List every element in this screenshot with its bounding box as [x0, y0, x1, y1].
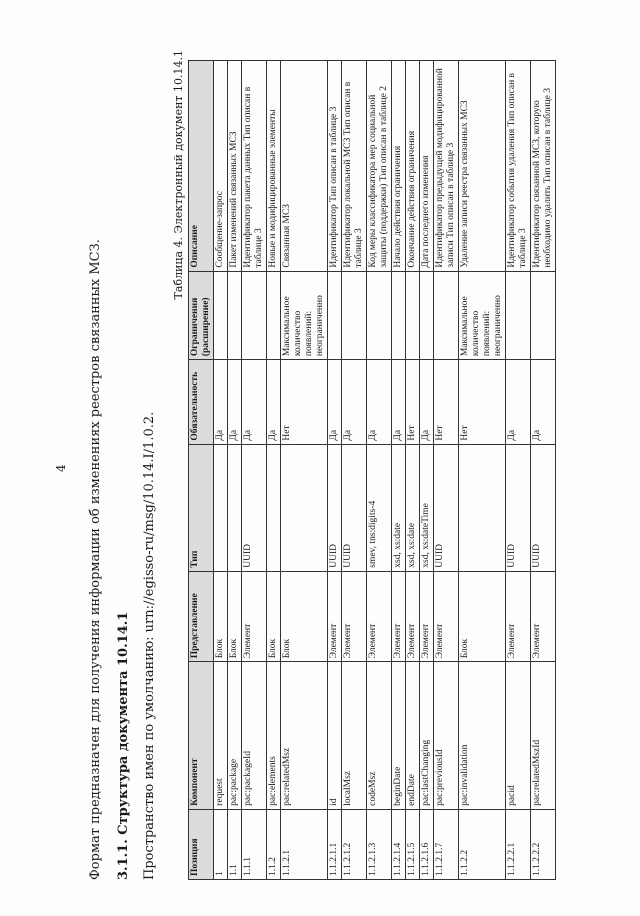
cell-required: Да: [392, 360, 406, 444]
cell-restrictions: [328, 271, 342, 360]
cell-position: 1.1.2.2: [459, 809, 506, 879]
cell-component: pac:invalidation: [459, 662, 506, 810]
cell-component: pac:packageId: [242, 662, 267, 810]
cell-component: pac:relatedMszId: [531, 662, 556, 810]
cell-position: 1.1.2.1.5: [406, 809, 420, 879]
cell-position: 1.1.2.1.6: [420, 809, 434, 879]
cell-position: 1.1.2.1.7: [434, 809, 459, 879]
cell-representation: Элемент: [392, 571, 406, 662]
cell-representation: Блок: [214, 571, 228, 662]
cell-restrictions: [531, 271, 556, 360]
cell-required: Да: [367, 360, 392, 444]
cell-type: xsd, xs:date: [406, 444, 420, 571]
cell-representation: Элемент: [531, 571, 556, 662]
cell-position: 1.1.1: [242, 809, 267, 879]
cell-position: 1.1: [228, 809, 242, 879]
table-row: [267, 61, 281, 880]
cell-required: Да: [267, 360, 281, 444]
cell-required: Нет: [281, 360, 328, 444]
cell-required: Да: [214, 360, 228, 444]
cell-type: [214, 444, 228, 571]
cell-type: UUID: [506, 444, 531, 571]
cell-description: Новые и модифицированные элементы: [267, 61, 281, 272]
cell-required: Да: [228, 360, 242, 444]
cell-component: codeMsz: [367, 662, 392, 810]
cell-position: 1.1.2.1.3: [367, 809, 392, 879]
cell-component: endDate: [406, 662, 420, 810]
cell-position: 1.1.2: [267, 809, 281, 879]
intro-paragraph: Формат предназначен для получения информации об изменениях реестров связанных МСЗ.: [88, 239, 103, 880]
cell-position: 1.1.2.2.2: [531, 809, 556, 879]
cell-restrictions: [367, 271, 392, 360]
cell-component: beginDate: [392, 662, 406, 810]
cell-description: Связанная МСЗ: [281, 61, 328, 272]
section-heading: 3.1.1. Структура документа 10.14.1: [116, 611, 131, 880]
cell-representation: Блок: [228, 571, 242, 662]
cell-representation: Элемент: [367, 571, 392, 662]
cell-type: UUID: [342, 444, 367, 571]
cell-component: pac:relatedMsz: [281, 662, 328, 810]
cell-description: Идентификатор предыдущей модифицированной записи Тип описан в таблице 3: [434, 61, 459, 272]
table-row: [228, 61, 242, 880]
cell-component: pac:previousId: [434, 662, 459, 810]
table-row: [342, 61, 367, 880]
cell-type: UUID: [242, 444, 267, 571]
cell-description: Сообщение-запрос: [214, 61, 228, 272]
cell-component: pac:package: [228, 662, 242, 810]
cell-position: 1.1.2.2.1: [506, 809, 531, 879]
cell-type: UUID: [328, 444, 342, 571]
table-row: [531, 61, 556, 880]
header-restrictions: Ограничения (расширение): [189, 271, 214, 360]
cell-representation: Элемент: [328, 571, 342, 662]
cell-description: Удаление записи реестра связанных МСЗ: [459, 61, 506, 272]
cell-component: localMsz: [342, 662, 367, 810]
cell-representation: Блок: [267, 571, 281, 662]
table-caption: Таблица 4. Электронный документ 10.14.1: [172, 50, 185, 300]
cell-description: Окончание действия ограничения: [406, 61, 420, 272]
cell-required: Нет: [406, 360, 420, 444]
cell-required: Да: [506, 360, 531, 444]
rotated-content: [54, 50, 620, 880]
cell-restrictions: [228, 271, 242, 360]
cell-representation: Элемент: [242, 571, 267, 662]
table-row: [214, 61, 228, 880]
cell-component: pac:lastChanging: [420, 662, 434, 810]
cell-restrictions: [420, 271, 434, 360]
cell-representation: Элемент: [420, 571, 434, 662]
cell-position: 1.1.2.1.2: [342, 809, 367, 879]
namespace-line: Пространство имен по умолчанию: urn://egisso-ru/msg/10.14.I/1.0.2.: [142, 411, 157, 880]
table-row: [420, 61, 434, 880]
cell-restrictions: [267, 271, 281, 360]
cell-component: pac:elements: [267, 662, 281, 810]
header-representation: Представление: [189, 571, 214, 662]
cell-description: Дата последнего изменения: [420, 61, 434, 272]
table-header-row: [189, 61, 214, 880]
cell-representation: Элемент: [406, 571, 420, 662]
cell-description: Начало действия ограничения: [392, 61, 406, 272]
table-row: [242, 61, 267, 880]
cell-type: UUID: [434, 444, 459, 571]
page-number: 4: [54, 464, 68, 472]
cell-component: request: [214, 662, 228, 810]
cell-required: Нет: [459, 360, 506, 444]
cell-description: Идентификатор события удаления Тип описан в таблице 3: [506, 61, 531, 272]
component-table: [188, 60, 556, 880]
cell-position: 1: [214, 809, 228, 879]
cell-description: Код меры классификатора мер социальной защиты (поддержки) Тип описан в таблице 2: [367, 61, 392, 272]
cell-required: Да: [328, 360, 342, 444]
header-required: Обязательность: [189, 360, 214, 444]
cell-position: 1.1.2.1: [281, 809, 328, 879]
cell-required: Нет: [434, 360, 459, 444]
table-row: [392, 61, 406, 880]
table-row: [406, 61, 420, 880]
cell-restrictions: [406, 271, 420, 360]
cell-description: Идентификатор Тип описан в таблице 3: [328, 61, 342, 272]
cell-type: [459, 444, 506, 571]
header-component: Компонент: [189, 662, 214, 810]
cell-required: Да: [531, 360, 556, 444]
header-type: Тип: [189, 444, 214, 571]
cell-description: Идентификатор связанной МСЗ, которую необходимо удалить Тип описан в таблице 3: [531, 61, 556, 272]
cell-representation: Блок: [281, 571, 328, 662]
cell-required: Да: [242, 360, 267, 444]
cell-type: UUID: [531, 444, 556, 571]
cell-restrictions: [214, 271, 228, 360]
cell-position: 1.1.2.1.1: [328, 809, 342, 879]
cell-restrictions: [392, 271, 406, 360]
cell-representation: Блок: [459, 571, 506, 662]
table-row: [459, 61, 506, 880]
table-row: [367, 61, 392, 880]
cell-restrictions: Максимальное количество появлений: неограниченно: [459, 271, 506, 360]
cell-component: pacid: [506, 662, 531, 810]
cell-description: Идентификатор локальной МСЗ Тип описан в таблице 3: [342, 61, 367, 272]
table-row: [328, 61, 342, 880]
cell-restrictions: [506, 271, 531, 360]
cell-restrictions: [434, 271, 459, 360]
cell-description: Пакет изменений связанных МСЗ: [228, 61, 242, 272]
cell-representation: Элемент: [506, 571, 531, 662]
table-row: [506, 61, 531, 880]
header-description: Описание: [189, 61, 214, 272]
table-row: [281, 61, 328, 880]
cell-type: [228, 444, 242, 571]
cell-position: 1.1.2.1.4: [392, 809, 406, 879]
cell-type: smev, tns:digits-4: [367, 444, 392, 571]
cell-type: [281, 444, 328, 571]
cell-required: Да: [342, 360, 367, 444]
cell-restrictions: [342, 271, 367, 360]
cell-representation: Элемент: [434, 571, 459, 662]
cell-description: Идентификатор пакета данных Тип описан в таблице 3: [242, 61, 267, 272]
cell-type: xsd, xs:dateTime: [420, 444, 434, 571]
cell-type: xsd, xs:date: [392, 444, 406, 571]
cell-component: id: [328, 662, 342, 810]
cell-representation: Элемент: [342, 571, 367, 662]
table-row: [434, 61, 459, 880]
cell-restrictions: [242, 271, 267, 360]
cell-restrictions: Максимальное количество появлений: неограниченно: [281, 271, 328, 360]
cell-type: [267, 444, 281, 571]
cell-required: Да: [420, 360, 434, 444]
header-position: Позиция: [189, 809, 214, 879]
